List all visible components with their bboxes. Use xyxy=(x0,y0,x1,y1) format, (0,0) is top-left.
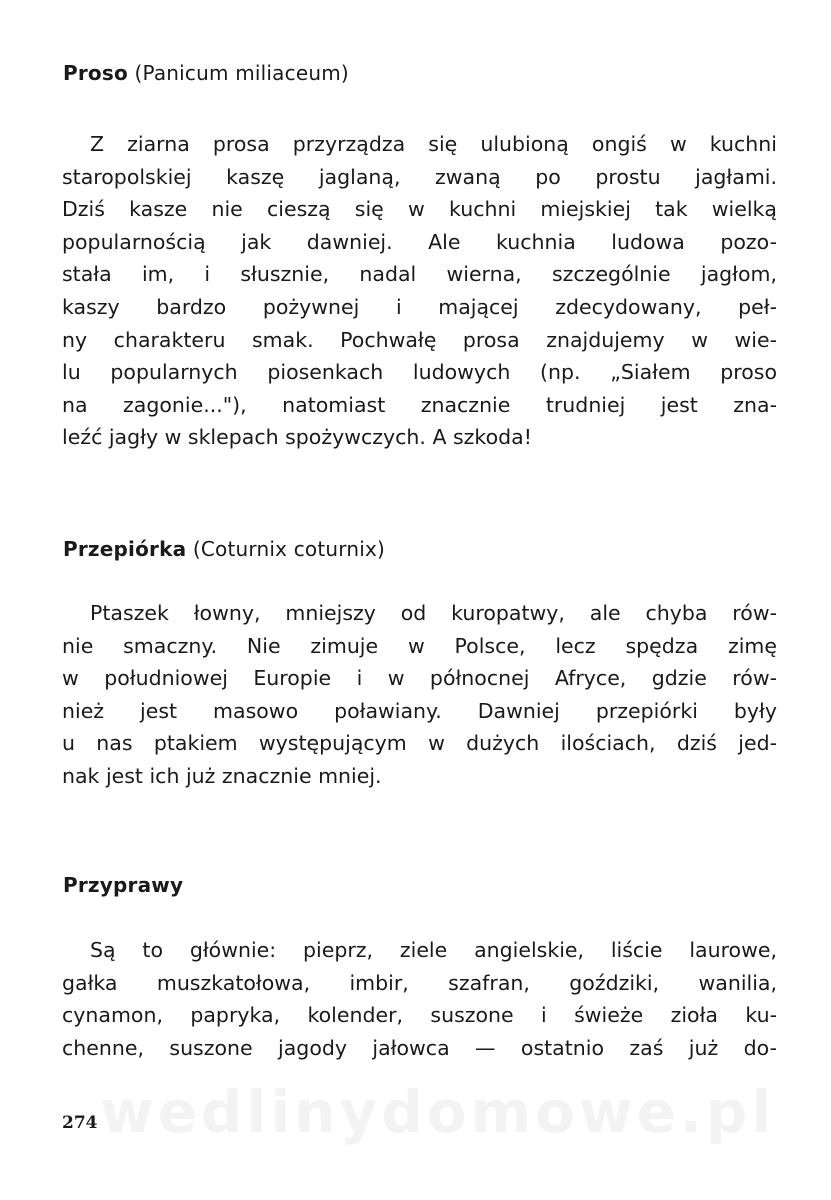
entry-term: Proso xyxy=(63,61,128,85)
text-line: Z ziarna prosa przyrządza się ulubioną ongiś w kuchni xyxy=(90,132,777,156)
text-line: popularnością jak dawniej. Ale kuchnia ludowa pozo- xyxy=(62,229,777,254)
text-line: nak jest ich już znacznie mniej. xyxy=(62,763,382,788)
text-line: u nas ptakiem występującym w dużych ilościach, dziś jed- xyxy=(62,731,777,756)
entry-paragraph-przyprawy xyxy=(62,934,777,1064)
text-line: leźć jagły w sklepach spożywczych. A szkoda! xyxy=(62,425,532,450)
text-line: lu popularnych piosenkach ludowych (np. „Siałem proso xyxy=(62,360,777,385)
watermark: wedlinydomowe.pl xyxy=(100,1078,776,1146)
text-line: staropolskiej kaszę jaglaną, zwaną po prostu jagłami. xyxy=(62,164,777,189)
text-line: nie smaczny. Nie zimuje w Polsce, lecz spędza zimę xyxy=(62,633,777,658)
entry-heading-przepiorka xyxy=(63,537,385,561)
text-line: Są to głównie: pieprz, ziele angielskie, liście laurowe, xyxy=(90,938,777,962)
page-number: 274 xyxy=(62,1113,98,1133)
text-line: na zagonie..."), natomiast znacznie trudniej jest zna- xyxy=(62,392,777,417)
text-line: chenne, suszone jagody jałowca — ostatnio zaś już do- xyxy=(62,1035,777,1060)
entry-paragraph-przepiorka xyxy=(62,597,777,793)
text-line: nież jest masowo poławiany. Dawniej przepiórki były xyxy=(62,698,777,723)
entry-term: Przyprawy xyxy=(63,873,184,897)
text-line: Dziś kasze nie cieszą się w kuchni miejskiej tak wielką xyxy=(62,197,777,222)
entry-term: Przepiórka xyxy=(63,537,187,561)
entry-heading-proso xyxy=(63,61,349,85)
text-line: ny charakteru smak. Pochwałę prosa znajdujemy w wie- xyxy=(62,327,777,352)
text-line: stała im, i słusznie, nadal wierna, szczególnie jagłom, xyxy=(62,262,777,287)
entry-latin-name: (Panicum miliaceum) xyxy=(134,61,349,85)
entry-paragraph-proso xyxy=(62,128,777,454)
text-line: gałka muszkatołowa, imbir, szafran, goździki, wanilia, xyxy=(62,970,777,995)
text-line: cynamon, papryka, kolender, suszone i świeże zioła ku- xyxy=(62,1003,777,1028)
entry-latin-name: (Coturnix coturnix) xyxy=(192,537,385,561)
text-line: kaszy bardzo pożywnej i mającej zdecydowany, peł- xyxy=(62,294,777,319)
text-line: w południowej Europie i w północnej Afryce, gdzie rów- xyxy=(62,666,777,691)
entry-heading-przyprawy xyxy=(63,873,183,897)
text-line: Ptaszek łowny, mniejszy od kuropatwy, ale chyba rów- xyxy=(90,601,777,625)
